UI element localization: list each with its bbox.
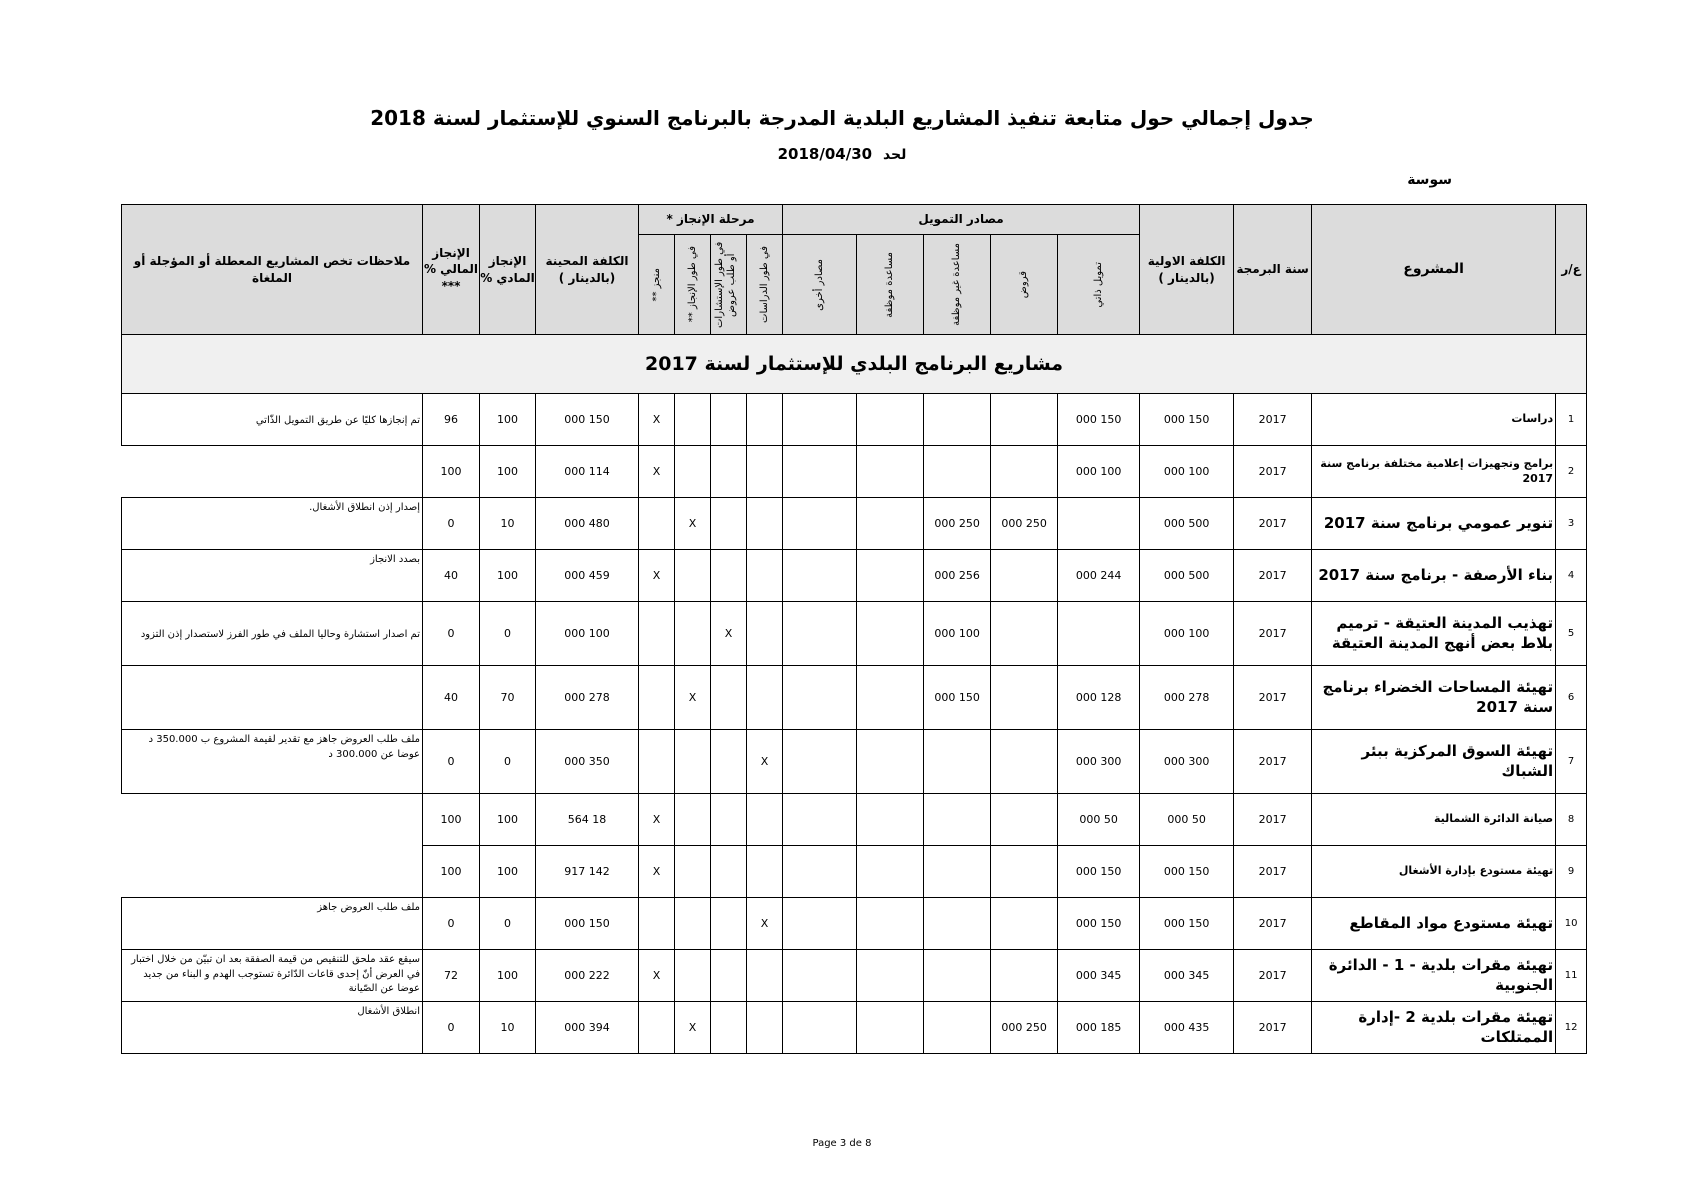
stage-done-mark: X (639, 550, 675, 602)
table-row (122, 602, 1587, 666)
stage-consult-mark (711, 1002, 747, 1054)
initial-cost: 500 000 (1140, 498, 1234, 550)
header-stage-study-text: في طور الدراسات (758, 246, 770, 323)
financial-progress: 0 (423, 602, 480, 666)
report-date-line (0, 145, 1684, 163)
stage-study-mark (747, 498, 783, 550)
stage-consult-mark: X (711, 602, 747, 666)
project-name: بناء الأرصفة - برنامج سنة 2017 (1312, 550, 1556, 602)
row-number: 4 (1556, 550, 1587, 602)
notes: سيقع عقد ملحق للتنقيص من قيمة الصفقة بعد ان تبيّن من خلال اختبار في العرض أنّ إحدى قاعات الدّائرة تستوجب الهدم و البناء من جديد عوضا عن الصّيانة (122, 950, 423, 1002)
updated-cost: 114 000 (536, 446, 639, 498)
self-funding: 150 000 (1058, 394, 1140, 446)
stage-done-mark (639, 1002, 675, 1054)
stage-study-mark (747, 602, 783, 666)
section-title: مشاريع البرنامج البلدي للإستثمار لسنة 2017 (122, 335, 1587, 394)
header-stage-consult-text: في طور الإستشارات أو طلب عروض (713, 241, 737, 328)
updated-cost: 150 000 (536, 394, 639, 446)
stage-done-mark: X (639, 394, 675, 446)
row-number: 12 (1556, 1002, 1587, 1054)
project-name: تهذيب المدينة العتيقة - ترميم بلاط بعض أنهج المدينة العتيقة (1312, 602, 1556, 666)
stage-study-mark: X (747, 730, 783, 794)
self-funding: 300 000 (1058, 730, 1140, 794)
header-stage-consult (711, 235, 747, 335)
programming-year: 2017 (1234, 498, 1312, 550)
self-funding: 244 000 (1058, 550, 1140, 602)
grant-unassigned (924, 846, 991, 898)
other-sources (783, 730, 857, 794)
stage-progress-mark: X (675, 498, 711, 550)
header-stage-done-text: منجز ** (650, 267, 662, 302)
stage-progress-mark (675, 794, 711, 846)
updated-cost: 459 000 (536, 550, 639, 602)
table-row (122, 498, 1587, 550)
municipality-name: سوسة (1407, 172, 1452, 188)
updated-cost: 480 000 (536, 498, 639, 550)
header-funding-sources: مصادر التمويل (783, 205, 1140, 235)
programming-year: 2017 (1234, 730, 1312, 794)
stage-done-mark: X (639, 846, 675, 898)
row-number: 11 (1556, 950, 1587, 1002)
row-number: 3 (1556, 498, 1587, 550)
row-number: 1 (1556, 394, 1587, 446)
stage-consult-mark (711, 446, 747, 498)
self-funding (1058, 498, 1140, 550)
notes: تم اصدار استشارة وحاليا الملف في طور الفرز لاستصدار إذن التزود (122, 602, 423, 666)
loans (991, 394, 1058, 446)
updated-cost: 142 917 (536, 846, 639, 898)
loans (991, 794, 1058, 846)
financial-progress: 0 (423, 898, 480, 950)
physical-progress: 0 (480, 898, 536, 950)
table-row (122, 550, 1587, 602)
grant-unassigned (924, 730, 991, 794)
stage-progress-mark (675, 602, 711, 666)
project-name: صيانة الدائرة الشمالية (1312, 794, 1556, 846)
stage-progress-mark: X (675, 1002, 711, 1054)
stage-study-mark (747, 394, 783, 446)
initial-cost: 150 000 (1140, 846, 1234, 898)
stage-done-mark (639, 666, 675, 730)
other-sources (783, 950, 857, 1002)
initial-cost: 278 000 (1140, 666, 1234, 730)
stage-consult-mark (711, 394, 747, 446)
physical-progress: 0 (480, 730, 536, 794)
header-loans (991, 235, 1058, 335)
programming-year: 2017 (1234, 446, 1312, 498)
programming-year: 2017 (1234, 666, 1312, 730)
updated-cost: 150 000 (536, 898, 639, 950)
updated-cost: 100 000 (536, 602, 639, 666)
notes (122, 666, 423, 730)
physical-progress: 100 (480, 550, 536, 602)
programming-year: 2017 (1234, 550, 1312, 602)
grant-assigned (857, 446, 924, 498)
self-funding: 128 000 (1058, 666, 1140, 730)
grant-assigned (857, 602, 924, 666)
self-funding: 100 000 (1058, 446, 1140, 498)
project-name: دراسات (1312, 394, 1556, 446)
projects-table (121, 204, 1587, 1054)
grant-assigned (857, 498, 924, 550)
programming-year: 2017 (1234, 950, 1312, 1002)
header-stage-progress (675, 235, 711, 335)
other-sources (783, 550, 857, 602)
stage-progress-mark (675, 550, 711, 602)
table-row (122, 730, 1587, 794)
updated-cost: 18 564 (536, 794, 639, 846)
notes: إصدار إذن انطلاق الأشغال. (122, 498, 423, 550)
stage-consult-mark (711, 666, 747, 730)
notes (122, 446, 423, 498)
initial-cost: 435 000 (1140, 1002, 1234, 1054)
stage-progress-mark (675, 394, 711, 446)
stage-done-mark (639, 898, 675, 950)
other-sources (783, 446, 857, 498)
header-stage: مرحلة الإنجاز * (639, 205, 783, 235)
report-date: 2018/04/30 (777, 145, 873, 163)
self-funding: 50 000 (1058, 794, 1140, 846)
table-row (122, 666, 1587, 730)
grant-assigned (857, 794, 924, 846)
header-physical-progress: الإنجاز المادي % (480, 205, 536, 335)
grant-unassigned: 150 000 (924, 666, 991, 730)
notes: انطلاق الأشغال (122, 1002, 423, 1054)
project-name: تهيئة مقرات بلدية - 1 - الدائرة الجنوبية (1312, 950, 1556, 1002)
other-sources (783, 666, 857, 730)
initial-cost: 50 000 (1140, 794, 1234, 846)
stage-consult-mark (711, 950, 747, 1002)
physical-progress: 70 (480, 666, 536, 730)
header-stage-progress-text: في طور الإنجاز ** (686, 246, 698, 323)
programming-year: 2017 (1234, 846, 1312, 898)
grant-unassigned: 250 000 (924, 498, 991, 550)
grant-unassigned (924, 394, 991, 446)
financial-progress: 0 (423, 730, 480, 794)
notes (122, 846, 423, 898)
stage-done-mark (639, 498, 675, 550)
table-row (122, 446, 1587, 498)
header-notes: ملاحظات تخص المشاريع المعطلة أو المؤجلة أو الملغاة (122, 205, 423, 335)
row-number: 7 (1556, 730, 1587, 794)
header-grant-unassigned-text: مساعدة غير موظفة (951, 243, 963, 326)
stage-study-mark (747, 794, 783, 846)
loans (991, 730, 1058, 794)
stage-consult-mark (711, 730, 747, 794)
header-loans-text: قروض (1018, 270, 1030, 299)
other-sources (783, 898, 857, 950)
loans (991, 602, 1058, 666)
project-name: تنوير عمومي برنامج سنة 2017 (1312, 498, 1556, 550)
financial-progress: 40 (423, 550, 480, 602)
initial-cost: 150 000 (1140, 898, 1234, 950)
physical-progress: 100 (480, 846, 536, 898)
stage-progress-mark (675, 846, 711, 898)
physical-progress: 100 (480, 446, 536, 498)
other-sources (783, 846, 857, 898)
header-grant-assigned-text: مساعدة موظفة (884, 251, 896, 318)
stage-consult-mark (711, 498, 747, 550)
physical-progress: 10 (480, 1002, 536, 1054)
initial-cost: 500 000 (1140, 550, 1234, 602)
table-row (122, 846, 1587, 898)
physical-progress: 0 (480, 602, 536, 666)
initial-cost: 345 000 (1140, 950, 1234, 1002)
row-number: 9 (1556, 846, 1587, 898)
row-number: 5 (1556, 602, 1587, 666)
grant-assigned (857, 950, 924, 1002)
header-financial-progress: الإنجاز المالي % *** (423, 205, 480, 335)
programming-year: 2017 (1234, 898, 1312, 950)
programming-year: 2017 (1234, 1002, 1312, 1054)
physical-progress: 100 (480, 794, 536, 846)
header-initial-cost: الكلفة الاولية (بالدينار ) (1140, 205, 1234, 335)
loans (991, 446, 1058, 498)
financial-progress: 72 (423, 950, 480, 1002)
row-number: 8 (1556, 794, 1587, 846)
notes: ملف طلب العروض جاهز مع تقدير لقيمة المشروع ب 350.000 د عوضا عن 300.000 د (122, 730, 423, 794)
grant-unassigned (924, 1002, 991, 1054)
stage-done-mark: X (639, 950, 675, 1002)
financial-progress: 100 (423, 846, 480, 898)
header-self-funding-text: تمويل ذاتي (1092, 261, 1104, 308)
programming-year: 2017 (1234, 602, 1312, 666)
loans: 250 000 (991, 498, 1058, 550)
stage-study-mark (747, 666, 783, 730)
stage-done-mark: X (639, 794, 675, 846)
table-row (122, 898, 1587, 950)
stage-study-mark: X (747, 898, 783, 950)
notes: تم إنجازها كليًا عن طريق التمويل الذّاتي (122, 394, 423, 446)
physical-progress: 100 (480, 394, 536, 446)
financial-progress: 100 (423, 446, 480, 498)
grant-assigned (857, 846, 924, 898)
loans (991, 950, 1058, 1002)
stage-consult-mark (711, 898, 747, 950)
page-footer: Page 3 de 8 (812, 1138, 872, 1149)
project-name: برامج وتجهيزات إعلامية مختلفة برنامج سنة 2017 (1312, 446, 1556, 498)
loans (991, 846, 1058, 898)
stage-study-mark (747, 446, 783, 498)
loans (991, 550, 1058, 602)
stage-progress-mark (675, 446, 711, 498)
financial-progress: 0 (423, 1002, 480, 1054)
grant-unassigned (924, 898, 991, 950)
self-funding: 150 000 (1058, 898, 1140, 950)
header-grant-assigned (857, 235, 924, 335)
row-number: 2 (1556, 446, 1587, 498)
row-number: 6 (1556, 666, 1587, 730)
self-funding: 185 000 (1058, 1002, 1140, 1054)
header-stage-study (747, 235, 783, 335)
stage-study-mark (747, 1002, 783, 1054)
financial-progress: 96 (423, 394, 480, 446)
notes: بصدد الانجاز (122, 550, 423, 602)
grant-assigned (857, 1002, 924, 1054)
table-row (122, 794, 1587, 846)
physical-progress: 100 (480, 950, 536, 1002)
project-name: تهيئة مستودع مواد المقاطع (1312, 898, 1556, 950)
table-row (122, 950, 1587, 1002)
stage-progress-mark (675, 898, 711, 950)
grant-assigned (857, 394, 924, 446)
notes (122, 794, 423, 846)
stage-study-mark (747, 950, 783, 1002)
stage-study-mark (747, 550, 783, 602)
grant-unassigned: 100 000 (924, 602, 991, 666)
updated-cost: 222 000 (536, 950, 639, 1002)
grant-assigned (857, 550, 924, 602)
loans (991, 666, 1058, 730)
header-project: المشروع (1312, 205, 1556, 335)
grant-unassigned (924, 794, 991, 846)
grant-unassigned: 256 000 (924, 550, 991, 602)
other-sources (783, 794, 857, 846)
stage-done-mark (639, 730, 675, 794)
initial-cost: 150 000 (1140, 394, 1234, 446)
row-number: 10 (1556, 898, 1587, 950)
financial-progress: 40 (423, 666, 480, 730)
stage-study-mark (747, 846, 783, 898)
loans: 250 000 (991, 1002, 1058, 1054)
header-other-sources-text: مصادر أخرى (813, 258, 825, 311)
notes: ملف طلب العروض جاهز (122, 898, 423, 950)
header-year: سنة البرمجة (1234, 205, 1312, 335)
financial-progress: 0 (423, 498, 480, 550)
stage-progress-mark: X (675, 666, 711, 730)
header-updated-cost: الكلفة المحينة (بالدينار ) (536, 205, 639, 335)
grant-assigned (857, 666, 924, 730)
header-self-funding (1058, 235, 1140, 335)
page-title: جدول إجمالي حول متابعة تنفيذ المشاريع البلدية المدرجة بالبرنامج السنوي للإستثمار لسنة 2018 (370, 106, 1314, 130)
self-funding: 345 000 (1058, 950, 1140, 1002)
programming-year: 2017 (1234, 794, 1312, 846)
project-name: تهيئة السوق المركزية ببئر الشباك (1312, 730, 1556, 794)
self-funding: 150 000 (1058, 846, 1140, 898)
project-name: تهيئة المساحات الخضراء برنامج سنة 2017 (1312, 666, 1556, 730)
header-grant-unassigned (924, 235, 991, 335)
stage-consult-mark (711, 846, 747, 898)
date-label: لحد (882, 147, 907, 163)
project-name: تهيئة مستودع بإدارة الأشغال (1312, 846, 1556, 898)
grant-unassigned (924, 446, 991, 498)
initial-cost: 300 000 (1140, 730, 1234, 794)
header-other-sources (783, 235, 857, 335)
stage-done-mark: X (639, 446, 675, 498)
programming-year: 2017 (1234, 394, 1312, 446)
initial-cost: 100 000 (1140, 602, 1234, 666)
physical-progress: 10 (480, 498, 536, 550)
updated-cost: 394 000 (536, 1002, 639, 1054)
table-row (122, 394, 1587, 446)
loans (991, 898, 1058, 950)
project-name: تهيئة مقرات بلدية 2 -إدارة الممتلكات (1312, 1002, 1556, 1054)
other-sources (783, 394, 857, 446)
stage-progress-mark (675, 950, 711, 1002)
grant-unassigned (924, 950, 991, 1002)
stage-consult-mark (711, 794, 747, 846)
header-number: ع/ر (1556, 205, 1587, 335)
initial-cost: 100 000 (1140, 446, 1234, 498)
header-stage-done (639, 235, 675, 335)
other-sources (783, 498, 857, 550)
other-sources (783, 602, 857, 666)
self-funding (1058, 602, 1140, 666)
financial-progress: 100 (423, 794, 480, 846)
stage-consult-mark (711, 550, 747, 602)
grant-assigned (857, 898, 924, 950)
grant-assigned (857, 730, 924, 794)
updated-cost: 278 000 (536, 666, 639, 730)
table-row (122, 1002, 1587, 1054)
stage-progress-mark (675, 730, 711, 794)
other-sources (783, 1002, 857, 1054)
updated-cost: 350 000 (536, 730, 639, 794)
stage-done-mark (639, 602, 675, 666)
